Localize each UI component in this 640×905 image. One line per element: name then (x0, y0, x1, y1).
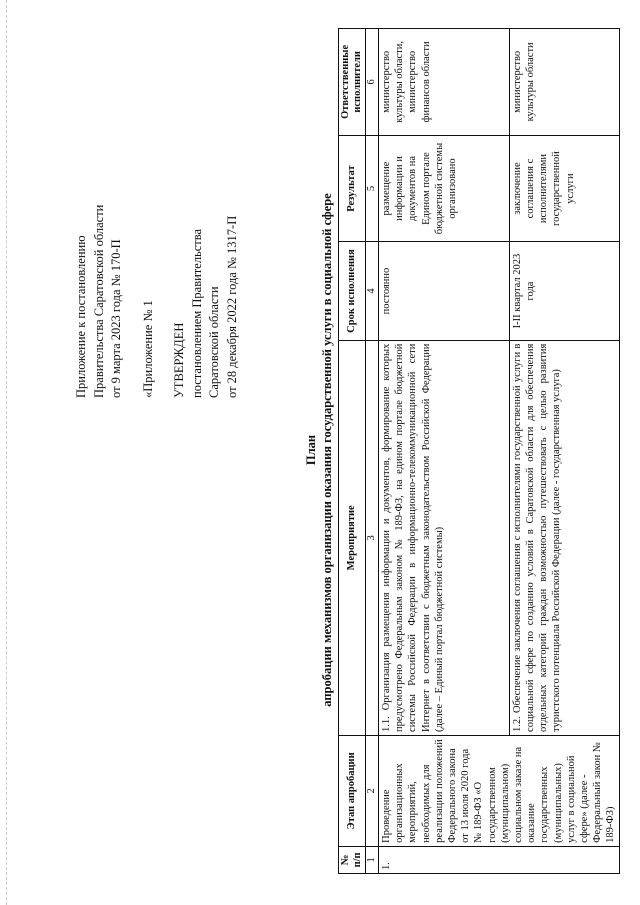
result-cell: заключение соглашения с исполнителями государственной услуги (509, 135, 619, 242)
appendix-line: от 9 марта 2023 года № 170-П (109, 239, 123, 398)
deadline-cell: I-II квартал 2023 года (509, 242, 619, 340)
header-cell: Мероприятие (339, 340, 366, 735)
responsible-cell: министерство культуры области (509, 29, 619, 136)
appendix-line: «Приложение № 1 (140, 300, 155, 398)
appendix-line: Приложение к постановлению (74, 235, 88, 398)
column-number: 2 (366, 735, 379, 846)
responsible-cell: министерство культуры области, министерство финансов области (379, 29, 510, 136)
appendix-block (73, 205, 241, 398)
approved-label: УТВЕРЖДЕН (172, 322, 186, 398)
header-cell: Результат (339, 135, 366, 242)
appendix-line: Правительства Саратовской области (91, 204, 106, 398)
column-number: 4 (366, 242, 379, 340)
column-number: 3 (366, 340, 379, 735)
column-number: 5 (366, 135, 379, 242)
header-row (339, 29, 366, 874)
column-number: 6 (366, 29, 379, 136)
header-cell: № п/п (339, 846, 366, 873)
deadline-cell: постоянно (379, 242, 510, 340)
header-cell: Этап апробации (339, 735, 366, 846)
activity-cell: 1.2. Обеспечение заключения соглашения с исполнителями государственной услуги в социальной сфере по созданию условий в Саратовской области для обеспечения отдельных категорий граждан возможностью путешествовать с целью развития туристского потенциала Российской Федерации (далее - государственная услуга) (509, 340, 619, 735)
stage-cell: Проведение организационных мероприятий, необходимых для реализации положений Федерального закона от 13 июля 2020 года № 189-ФЗ «О государственном (муниципальном) социальном заказе на оказание государственных (муниципальных) услуг в социальной сфере» (далее - Федеральный закон № 189-ФЗ) (379, 735, 620, 846)
appendix-line: Саратовской области (207, 286, 221, 398)
appendix-line: от 28 декабря 2022 года № 1317-П (224, 215, 239, 398)
result-cell: размещение информации и документов на Едином портале бюджетной системы организовано (379, 135, 510, 242)
row-number-cell: 1. (379, 846, 620, 873)
document-title (303, 20, 335, 880)
title-line: План (304, 434, 318, 466)
column-number: 1 (366, 846, 379, 873)
scan-edge-line (6, 0, 7, 905)
header-cell: Срок исполнения (339, 242, 366, 340)
title-subline: апробации механизмов организации оказания государственной услуги в социальной сфере (320, 193, 334, 707)
plan-table (338, 28, 620, 874)
appendix-line: постановлением Правительства (189, 228, 204, 398)
column-number-row (366, 29, 379, 874)
activity-cell: 1.1. Организация размещения информации и документов, формирование которых предусмотрено Федеральным законом № 189-ФЗ, на едином портале бюджетной системы Российской Федерации в информационно-телекоммуникационной сети Интернет в соответствии с бюджетным законодательством Российской Федерации (далее – Единый портал бюджетной системы) (379, 340, 510, 735)
rotated-page (25, 20, 625, 880)
header-cell: Ответственные исполнители (339, 29, 366, 136)
table-row (379, 29, 510, 874)
